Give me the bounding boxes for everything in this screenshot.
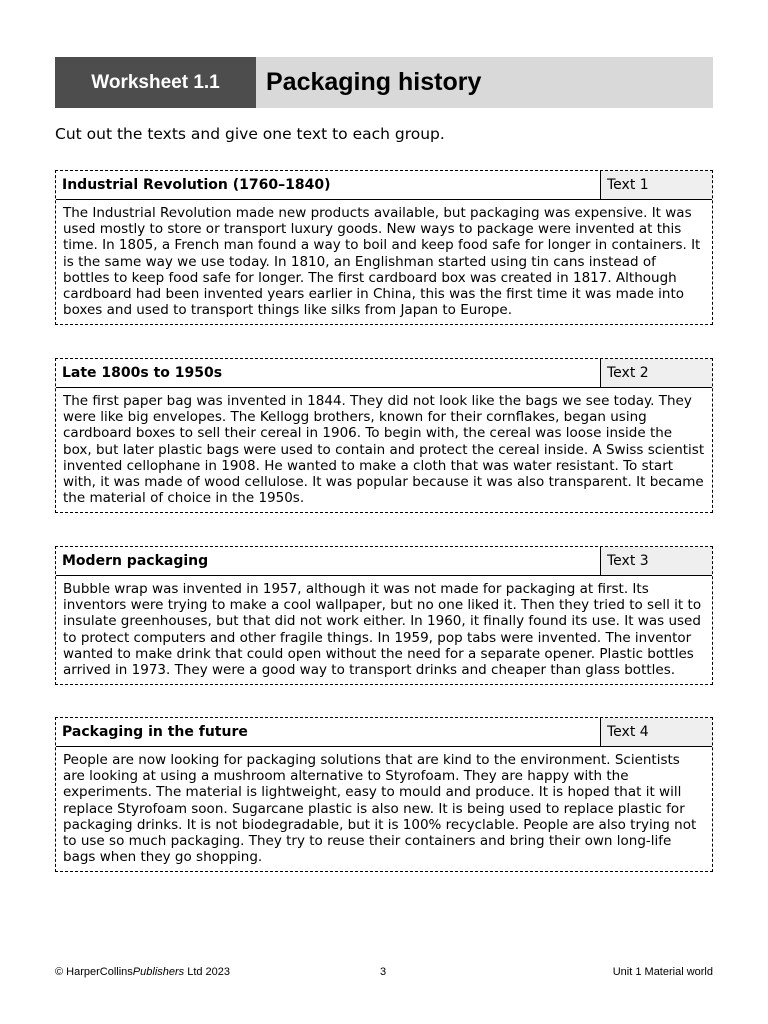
text-card-1 (55, 170, 713, 325)
card-tag: Text 3 (600, 547, 712, 575)
card-tag: Text 4 (600, 718, 712, 746)
card-title: Industrial Revolution (1760–1840) (62, 177, 331, 193)
card-header (56, 547, 712, 576)
card-header (56, 171, 712, 200)
worksheet-header (55, 57, 713, 108)
copyright-suffix: Ltd 2023 (184, 966, 231, 978)
page-title: Packaging history (266, 68, 482, 96)
worksheet-badge: Worksheet 1.1 (55, 57, 256, 108)
instruction-text: Cut out the texts and give one text to each group. (55, 125, 445, 143)
card-body: Bubble wrap was invented in 1957, although it was not made for packaging at first. Its inventors were trying to make a cool wallpaper, but no one liked it. Then they tried to sell it to insulate greenhouses, but that did not work either. In 1960, it finally found its use. It was used to protect computers and other fragile things. In 1959, pop tabs were invented. The inventor wanted to make drink that could open without the need for a separate opener. Plastic bottles arrived in 1973. They were a good way to transport drinks and cheaper than glass bottles. (63, 581, 702, 679)
card-body: The first paper bag was invented in 1844. They did not look like the bags we see today. They were like big envelopes. The Kellogg brothers, known for their cornflakes, began using cardboard boxes to sell their cereal in 1906. To begin with, the cereal was loose inside the box, but later plastic bags were used to contain and protect the cereal inside. A Swiss scientist invented cellophane in 1908. He wanted to make a cloth that was water resistant. To start with, it was made of wood cellulose. It was popular because it was also transparent. It became the material of choice in the 1950s. (63, 393, 705, 507)
card-tag: Text 2 (600, 359, 712, 387)
copyright-prefix: © HarperCollins (55, 966, 133, 978)
text-card-3 (55, 546, 713, 685)
card-title: Packaging in the future (62, 724, 248, 740)
card-body: The Industrial Revolution made new products available, but packaging was expensive. It was used mostly to store or transport luxury goods. New ways to package were invented at this time. In 1805, a French man found a way to boil and keep food safe for longer in containers. It is the same way we use today. In 1810, an Englishman started using tin cans instead of bottles to keep food safe for longer. The first cardboard box was created in 1817. Although cardboard had been invented years earlier in China, this was the first time it was made into boxes and used to transport things like silks from Japan to Europe. (63, 205, 701, 319)
text-card-2 (55, 358, 713, 513)
text-card-4 (55, 717, 713, 872)
footer-page-number: 3 (380, 966, 387, 978)
card-header (56, 359, 712, 388)
footer-copyright (55, 966, 230, 978)
copyright-italic: Publishers (132, 966, 185, 978)
card-header (56, 718, 712, 747)
card-title: Late 1800s to 1950s (62, 365, 223, 381)
card-title: Modern packaging (62, 553, 209, 569)
card-tag: Text 1 (600, 171, 712, 199)
card-body: People are now looking for packaging solutions that are kind to the environment. Scientists are looking at using a mushroom alternative to Styrofoam. They are happy with the experiments. The material is lightweight, easy to mould and produce. It is hoped that it will replace Styrofoam soon. Sugarcane plastic is also new. It is being used to replace plastic for packaging drinks. It is not biodegradable, but it is 100% recyclable. People are also trying not to use so much packaging. They try to reuse their containers and bring their own long-life bags when they go shopping. (63, 752, 697, 866)
footer-unit: Unit 1 Material world (612, 966, 713, 978)
